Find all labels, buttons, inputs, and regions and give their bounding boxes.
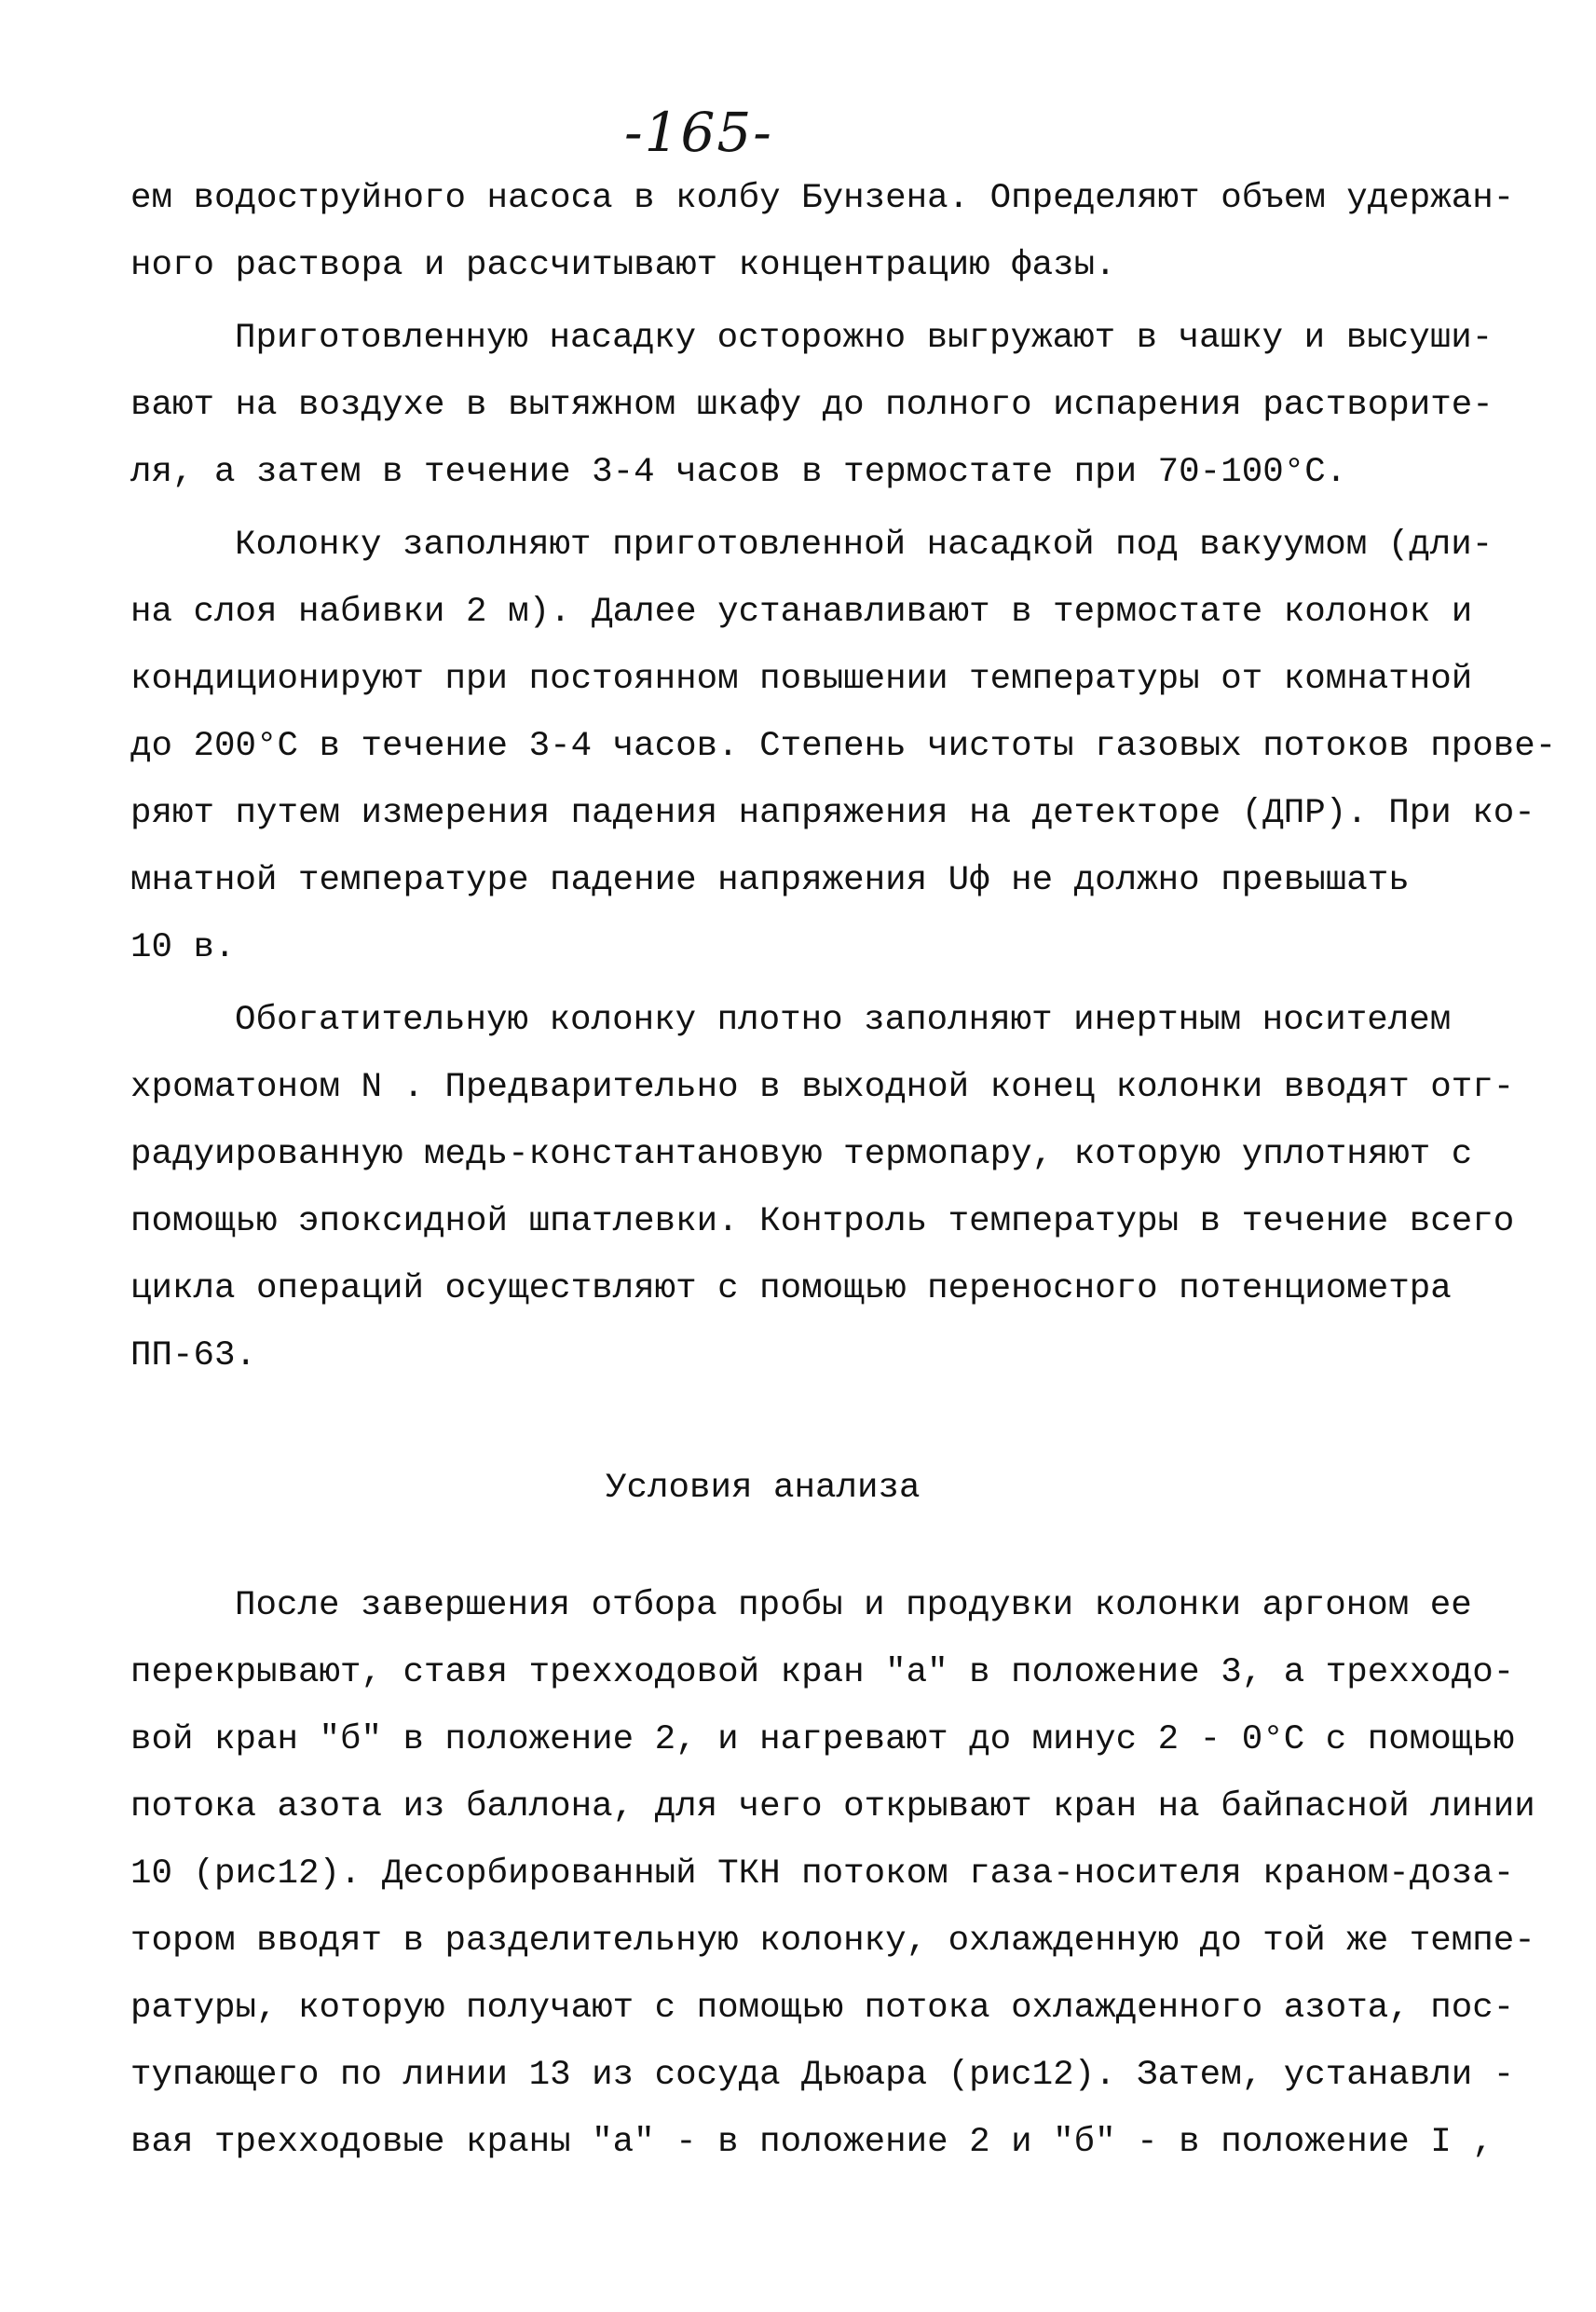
text-line: цикла операций осуществляют с помощью переносного потенциометра <box>130 1269 1452 1308</box>
text-line: Колонку заполняют приготовленной насадкой под вакуумом (дли- <box>235 526 1494 565</box>
text-line: После завершения отбора пробы и продувки колонки аргоном ее <box>235 1586 1472 1625</box>
text-line: на слоя набивки 2 м). Далее устанавливают в термостате колонок и <box>130 593 1473 632</box>
text-line: ПП-63. <box>130 1336 257 1375</box>
text-line: вой кран "б" в положение 2, и нагревают до минус 2 - 0°С с помощью <box>130 1720 1515 1759</box>
section-heading: Условия анализа <box>606 1469 921 1508</box>
text-line: хроматоном N . Предварительно в выходной конец колонки вводят отг- <box>130 1068 1515 1107</box>
text-line: тупающего по линии 13 из сосуда Дьюара (рис12). Затем, устанавли - <box>130 2056 1515 2095</box>
text-line: ного раствора и рассчитывают концентрацию фазы. <box>130 246 1116 285</box>
text-line: мнатной температуре падение напряжения Uф не должно превышать <box>130 861 1410 900</box>
text-line: радуированную медь-константановую термопару, которую уплотняют с <box>130 1135 1473 1174</box>
text-line: Обогатительную колонку плотно заполняют инертным носителем <box>235 1001 1452 1040</box>
text-line: до 200°С в течение 3-4 часов. Степень чистоты газовых потоков прове- <box>130 727 1557 766</box>
text-line: ряют путем измерения падения напряжения на детекторе (ДПР). При ко- <box>130 794 1535 833</box>
text-line: потока азота из баллона, для чего открывают кран на байпасной линии <box>130 1787 1535 1826</box>
page-number: -165- <box>624 101 773 164</box>
text-line: кондиционируют при постоянном повышении температуры от комнатной <box>130 660 1473 699</box>
text-line: перекрывают, ставя трехходовой кран "а" в положение 3, а трехходо- <box>130 1653 1515 1692</box>
text-line: ля, а затем в течение 3-4 часов в термостате при 70-100°С. <box>130 453 1347 492</box>
text-line: 10 (рис12). Десорбированный ТКН потоком газа-носителя краном-доза- <box>130 1854 1515 1894</box>
text-line: тором вводят в разделительную колонку, охлажденную до той же темпе- <box>130 1922 1535 1961</box>
text-line: ратуры, которую получают с помощью потока охлажденного азота, пос- <box>130 1989 1515 2028</box>
text-line: ем водоструйного насоса в колбу Бунзена. Определяют объем удержан- <box>130 179 1515 218</box>
text-line: помощью эпоксидной шпатлевки. Контроль температуры в течение всего <box>130 1202 1515 1241</box>
text-line: Приготовленную насадку осторожно выгружают в чашку и высуши- <box>235 319 1494 358</box>
text-line: 10 в. <box>130 928 236 967</box>
text-line: вают на воздухе в вытяжном шкафу до полного испарения растворите- <box>130 386 1494 425</box>
text-line: вая трехходовые краны "а" - в положение 2 и "б" - в положение I , <box>130 2123 1494 2162</box>
